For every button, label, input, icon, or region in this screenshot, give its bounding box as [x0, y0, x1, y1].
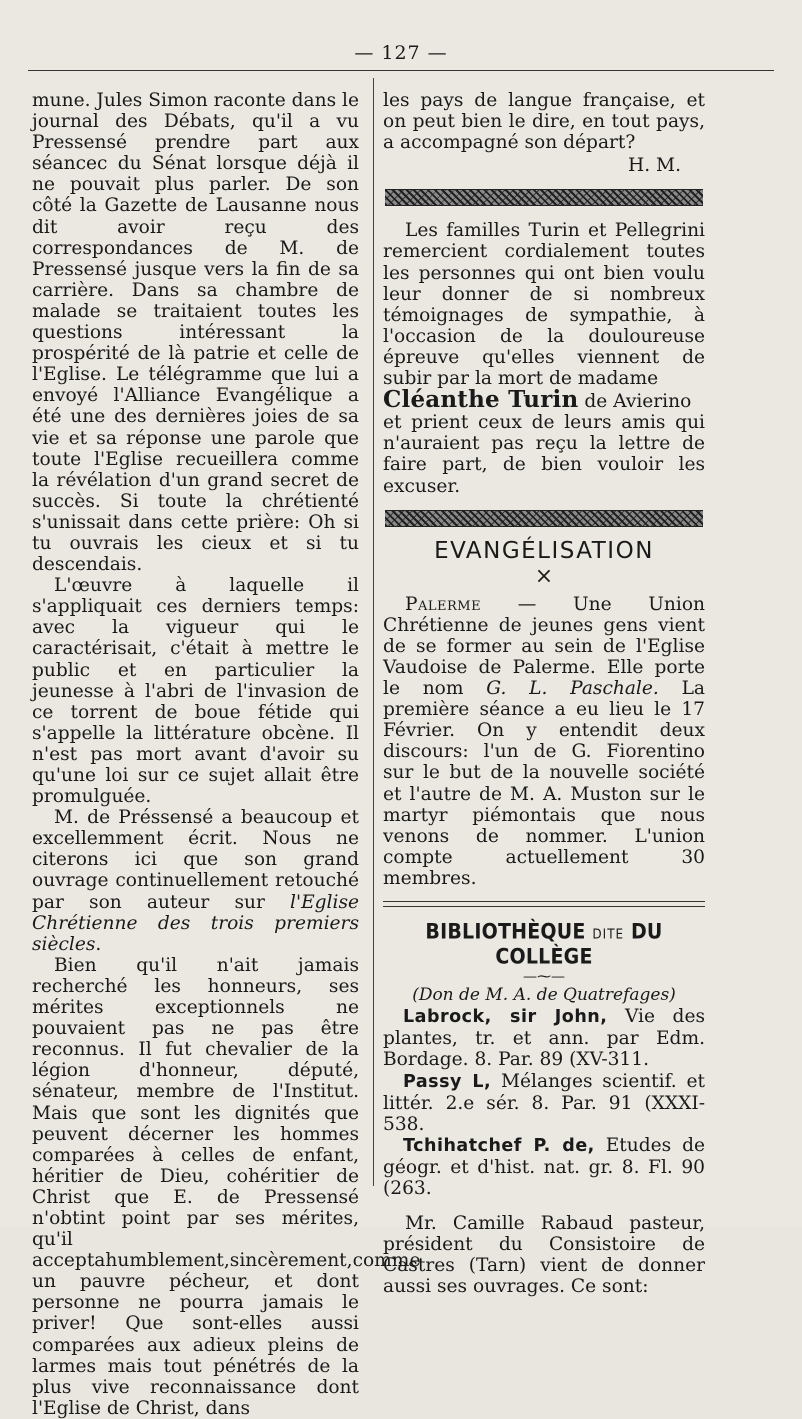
library-heading-dite: DITE [592, 926, 625, 942]
notice-paragraph [383, 220, 705, 389]
entry-author: Labrock, sir John, [403, 1007, 608, 1028]
paragraph: les pays de langue française, et on peut bien le dire, en tout pays, a accompagné son départ? [383, 90, 705, 154]
entry-author: Tchihatchef P. de, [403, 1135, 595, 1156]
paragraph: Mr. Camille Rabaud pasteur, président du Consistoire de Castres (Tarn) vient de donner aussi ses ouvrages. Ce sont: [383, 1213, 705, 1298]
double-rule-divider [383, 901, 705, 907]
deceased-name: Cléanthe Turin [383, 386, 579, 414]
tilde-ornament: —⁓— [523, 969, 565, 986]
cross-ornament: × [534, 563, 554, 589]
book-title: l'Eglise Chrétienne des trois premiers siècles [32, 891, 359, 955]
entry-details: Mélanges scientif. et littér. 2.e sér. 8. Par. 91 (XXXI-538. [383, 1070, 705, 1135]
library-heading-part: DU COLLÈGE [495, 919, 663, 970]
place-name: Palerme [405, 593, 482, 615]
entry-details: Etudes de géogr. et d'hist. nat. gr. 8. Fl. 90 (263. [383, 1134, 705, 1200]
paragraph: Bien qu'il n'ait jamais recherché les honneurs, ses mérites exceptionnels ne pouvaient pas ne pas être reconnus. Il fut chevalier de la légion d'honneur, député, sénateur, membre de l'Institut. Mais que sont les dignités que peuvent décerner les hommes comparées à celles de enfant, héritier de Dieu, cohéritier de Christ que E. de Pressensé n'obtint point par ses mérites, qu'il acceptahumblement,sincèrement,comme un pauvre pécheur, et dont personne ne pourra jamais le priver! Que sont-elles aussi comparées aux adieux pleins de larmes mais tout pénétrés de la plus vive reconnaissance dont l'Eglise de Christ, dans [32, 954, 421, 1419]
hatched-divider [385, 189, 703, 206]
header-rule [28, 70, 774, 71]
library-heading [383, 921, 705, 970]
column-divider [373, 78, 374, 1186]
paragraph: mune. Jules Simon raconte dans le journal des Débats, qu'il a vu Pressensé prendre part aux séancec du Sénat lorsque déjà il ne pouvait plus parler. De son côté la Gazette de Lausanne nous dit avoir reçu des correspondances de M. de Pressensé jusque vers la fin de sa carrière. Dans sa chambre de malade se traitaient toutes les questions intéressant la prospérité de là patrie et celle de l'Eglise. Le télégramme que lui a envoyé l'Alliance Evangélique a été une des dernières joies de sa vie et sa réponse une parole que toute l'Eglise recueillera comme la révélation d'un grand secret de succès. Si toute la chrétienté s'unissait dans cette prière: Oh si tu ouvrais les cieux et si tu descendais. [32, 90, 359, 576]
section-title: EVANGÉLISATION [434, 537, 654, 564]
notice-text: Les familles Turin et Pellegrini remercient cordialement toutes les personnes qui ont bien voulu leur donner de si nombreux témoignages de sympathie, à l'occasion de la douloureuse épreuve qu'elles viennent de subir par la mort de madame [383, 220, 705, 390]
deceased-name-suffix: de Avierino [584, 391, 692, 413]
entry-details: Vie des plantes, tr. et ann. par Edm. Bordage. 8. Par. 89 (XV-311. [383, 1006, 705, 1071]
signature: H. M. [628, 155, 681, 177]
paragraph-text: M. de Préssensé a beaucoup et excellemment écrit. Nous ne citerons ici que son grand ouvrage continuellement retouché par son auteur sur [32, 807, 359, 913]
book-entry [383, 1071, 705, 1135]
page-number: — 127 — [354, 42, 448, 64]
right-column [383, 90, 705, 1298]
paragraph-text: . [95, 933, 102, 955]
left-column [32, 90, 421, 1419]
paragraph-text: — Une Union Chrétienne de jeunes gens vient de se former au sein de l'Eglise Vaudoise de Palerme. Elle porte le nom [383, 593, 705, 700]
donation-note: (Don de M. A. de Quatrefages) [412, 985, 676, 1006]
notice-name-line [383, 386, 705, 414]
entry-author: Passy L, [403, 1071, 492, 1092]
library-heading-part: BIBLIOTHÈQUE [425, 919, 586, 944]
book-entry [383, 1135, 705, 1199]
hatched-divider [385, 510, 703, 527]
paragraph-text: La première séance a eu lieu le 17 Février. On y entendit deux discours: l'un de G. Fiorentino sur le but de la nouvelle société et l'autre de M. A. Muston sur le martyr piémontais que nous venons de nommer. L'union compte actuellement 30 membres. [383, 678, 706, 889]
notice-paragraph: et prient ceux de leurs amis qui n'auraient pas reçu la lettre de faire part, de bien vouloir les excuser. [383, 412, 705, 497]
paragraph [383, 594, 705, 889]
union-name: G. L. Paschale. [486, 678, 659, 700]
book-entry [383, 1006, 705, 1070]
paragraph [32, 807, 359, 955]
paragraph: L'œuvre à laquelle il s'appliquait ces derniers temps: avec la vigueur qui le caractérisait, c'était à mettre le public et en particulier la jeunesse à l'abri de l'invasion de ce torrent de boue fétide qui s'appelle la littérature obcène. Il n'est pas mort avant d'avoir su qu'une loi sur ce sujet allait être promulguée. [32, 575, 359, 808]
